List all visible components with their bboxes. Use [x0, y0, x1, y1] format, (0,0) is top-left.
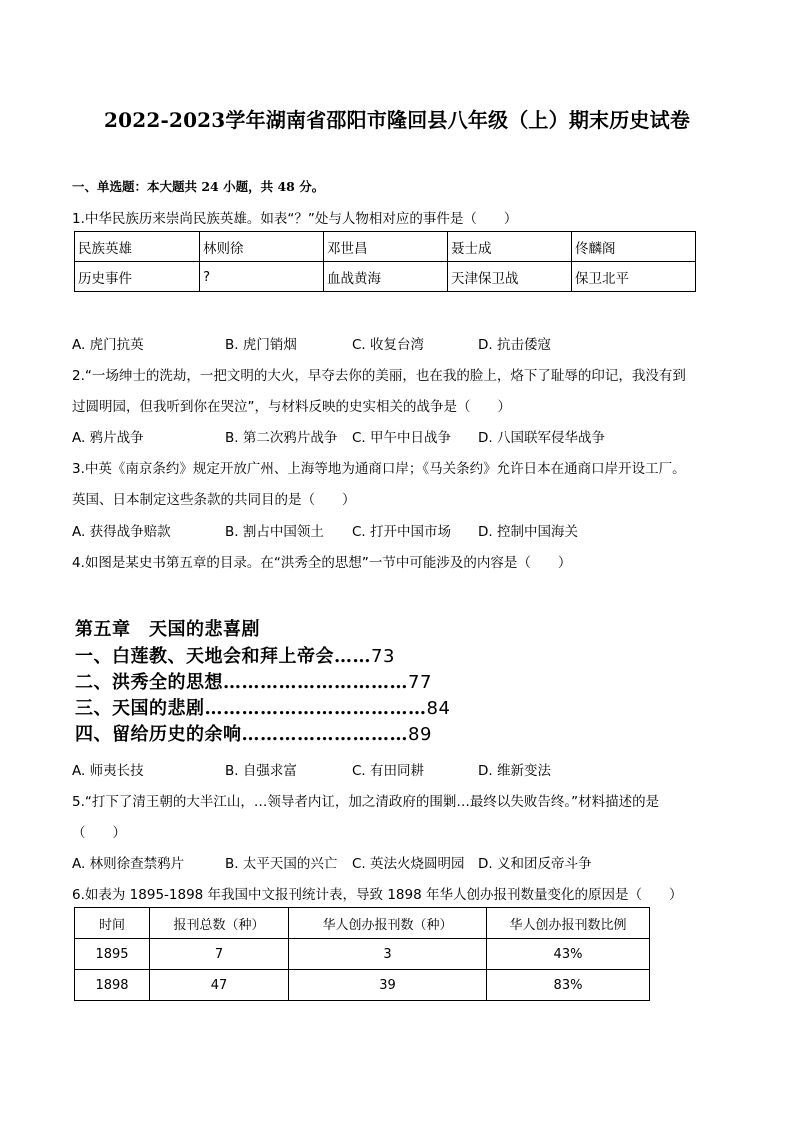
q4-option-a[interactable]: A. 师夷长技	[72, 763, 144, 779]
toc-chapter: 第五章 天国的悲喜剧	[75, 619, 260, 640]
table-header: 报刊总数（种）	[150, 908, 289, 939]
toc-item-text: 二、洪秀全的思想…………………………	[75, 672, 408, 693]
table-header-row	[75, 908, 650, 939]
q3-stem-line1: 3.中英《南京条约》规定开放广州、上海等地为通商口岸；《马关条约》允许日本在通商口岸开设工厂。	[72, 461, 686, 477]
table-cell: 天津保卫战	[448, 262, 572, 292]
toc-item	[75, 720, 432, 746]
table-header: 华人创办报刊数（种）	[289, 908, 487, 939]
q4-option-d[interactable]: D. 维新变法	[478, 763, 551, 779]
q4-stem: 4.如图是某史书第五章的目录。在“洪秀全的思想”一节中可能涉及的内容是（ ）	[72, 555, 572, 571]
table-row	[75, 970, 650, 1001]
table-cell: 1895	[75, 939, 150, 970]
q5-option-a[interactable]: A. 林则徐查禁鸦片	[72, 856, 185, 872]
q5-stem-line1: 5.“打下了清王朝的大半江山，…领导者内讧，加之清政府的围剿…最终以失败告终。”材料描述的是	[72, 794, 660, 810]
table-cell: 邓世昌	[324, 232, 448, 262]
table-cell: 聂士成	[448, 232, 572, 262]
toc-item-page: 77	[408, 672, 432, 693]
q3-stem-line2: 英国、日本制定这些条款的共同目的是（ ）	[72, 492, 356, 508]
toc-item	[75, 668, 432, 694]
q3-option-a[interactable]: A. 获得战争赔款	[72, 524, 171, 540]
q6-table	[74, 907, 650, 1001]
q3-option-c[interactable]: C. 打开中国市场	[352, 524, 452, 540]
q4-option-b[interactable]: B. 自强求富	[225, 763, 297, 779]
q5-option-d[interactable]: D. 义和团反帝斗争	[478, 856, 592, 872]
q3-option-b[interactable]: B. 割占中国领土	[225, 524, 324, 540]
q2-option-d[interactable]: D. 八国联军侵华战争	[478, 430, 605, 446]
table-header: 华人创办报刊数比例	[487, 908, 650, 939]
q2-option-c[interactable]: C. 甲午中日战争	[352, 430, 452, 446]
exam-title: 2022-2023学年湖南省邵阳市隆回县八年级（上）期末历史试卷	[103, 108, 691, 132]
table-cell: 39	[289, 970, 487, 1001]
table-cell: 保卫北平	[572, 262, 696, 292]
q1-option-a[interactable]: A. 虎门抗英	[72, 337, 144, 353]
q1-option-d[interactable]: D. 抗击倭寇	[478, 337, 551, 353]
table-cell: 血战黄海	[324, 262, 448, 292]
table-cell: 林则徐	[200, 232, 324, 262]
table-cell: 1898	[75, 970, 150, 1001]
toc-item-text: 一、白莲教、天地会和拜上帝会……	[75, 646, 371, 667]
q5-option-c[interactable]: C. 英法火烧圆明园	[352, 856, 465, 872]
q5-option-b[interactable]: B. 太平天国的兴亡	[225, 856, 338, 872]
q5-stem-line2: （ ）	[72, 825, 126, 841]
q2-stem-line2: 过圆明园，但我听到你在哭泣”，与材料反映的史实相关的战争是（ ）	[72, 399, 511, 415]
q4-option-c[interactable]: C. 有田同耕	[352, 763, 425, 779]
toc-item-page: 73	[371, 646, 395, 667]
q2-option-a[interactable]: A. 鸦片战争	[72, 430, 144, 446]
table-cell: ?	[200, 262, 324, 292]
toc-item-page: 84	[426, 698, 451, 719]
toc-item	[75, 642, 395, 668]
table-cell: 43%	[487, 939, 650, 970]
table-row	[75, 232, 696, 262]
table-header: 时间	[75, 908, 150, 939]
toc-item-text: 四、留给历史的余响………………………	[75, 724, 408, 745]
q6-stem: 6.如表为 1895-1898 年我国中文报刊统计表，导致 1898 年华人创办报刊数量变化的原因是（ ）	[72, 887, 683, 903]
table-cell: 83%	[487, 970, 650, 1001]
table-row	[75, 939, 650, 970]
q1-option-b[interactable]: B. 虎门销烟	[225, 337, 297, 353]
table-cell: 47	[150, 970, 289, 1001]
q1-stem: 1.中华民族历来崇尚民族英雄。如表“？”处与人物相对应的事件是（ ）	[72, 211, 518, 227]
table-cell: 3	[289, 939, 487, 970]
q1-table	[74, 231, 696, 292]
q2-stem-line1: 2.“一场绅士的洗劫，一把文明的大火，早夺去你的美丽，也在我的脸上，烙下了耻辱的印记，我没有到	[72, 368, 686, 384]
toc-item	[75, 694, 450, 720]
q1-option-c[interactable]: C. 收复台湾	[352, 337, 425, 353]
table-cell: 佟麟阁	[572, 232, 696, 262]
q2-option-b[interactable]: B. 第二次鸦片战争	[225, 430, 338, 446]
table-cell: 7	[150, 939, 289, 970]
toc-item-page: 89	[408, 724, 432, 745]
q3-option-d[interactable]: D. 控制中国海关	[478, 524, 578, 540]
toc-item-text: 三、天国的悲剧………………………………	[75, 698, 427, 719]
section-heading: 一、单选题：本大题共 24 小题，共 48 分。	[72, 179, 325, 194]
table-row	[75, 262, 696, 292]
table-cell: 历史事件	[75, 262, 200, 292]
table-cell: 民族英雄	[75, 232, 200, 262]
